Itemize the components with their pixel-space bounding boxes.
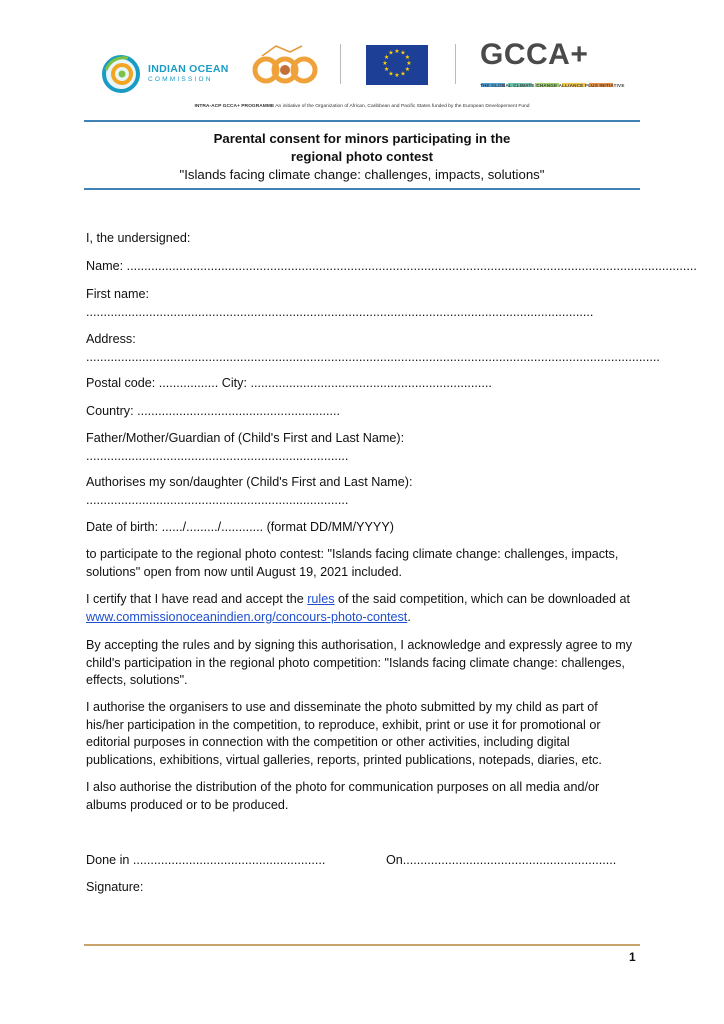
certify-text: of the said competition, which can be downloaded at	[334, 592, 630, 606]
ioc-wordmark	[148, 64, 229, 83]
organisers-paragraph: I authorise the organisers to use and disseminate the photo submitted by my child as part of his/her participation in the competition, to reproduce, exhibit, print or use it for promotional or editorial purposes in connection with the competition or other activities, including digital publications, exhibitions, virtual galleries, reports, printed publications, notepads, diaries, etc.	[86, 700, 602, 767]
authorises-field: ...........................................................................	[86, 493, 349, 507]
acp-emblem-icon	[252, 42, 318, 90]
ioc-name-line1: INDIAN OCEAN	[148, 63, 229, 75]
svg-text:★: ★	[400, 49, 406, 57]
svg-text:★: ★	[400, 70, 406, 78]
svg-text:★: ★	[388, 70, 394, 78]
done-in-field: Done in .......................................................	[86, 853, 326, 867]
guardian-field: ...........................................................................	[86, 449, 349, 463]
gcca-subtitle: THE GLOBAL CLIMATE CHANGE ALLIANCE PLUS INITIATIVE	[480, 83, 625, 88]
title-line-1: Parental consent for minors participating in the	[213, 131, 511, 146]
title-rule-bottom	[84, 188, 640, 190]
certify-text: I certify that I have read and accept the	[86, 592, 308, 606]
svg-text:★: ★	[404, 66, 411, 73]
svg-text:★: ★	[406, 60, 412, 67]
ioc-emblem-icon	[100, 52, 146, 94]
contest-url-link[interactable]: www.commissionoceanindien.org/concours-photo-contest	[86, 609, 408, 624]
address-label: Address:	[86, 332, 136, 346]
eu-flag	[366, 45, 428, 85]
footer-rule	[84, 944, 640, 946]
intro-text: I, the undersigned:	[86, 231, 191, 245]
svg-text:★: ★	[382, 60, 388, 67]
svg-text:★: ★	[383, 66, 390, 73]
signature-label: Signature:	[86, 880, 144, 894]
title-line-2: regional photo contest	[290, 149, 434, 164]
title-line-3: "Islands facing climate change: challenges, impacts, solutions"	[179, 167, 545, 182]
acceptance-paragraph: By accepting the rules and by signing this authorisation, I acknowledge and expressly agree to my child's participation in the regional photo competition: "Islands facing climate change: challenges, effects, solutions".	[86, 638, 633, 687]
svg-text:★: ★	[388, 49, 394, 57]
gcca-color-bars	[481, 74, 613, 78]
first-name-label: First name:	[86, 287, 149, 301]
programme-description: An initiative of the Organization of African, Caribbean and Pacific States funded by the European Developement Fund	[274, 104, 530, 109]
svg-text:★: ★	[394, 72, 400, 79]
header-separator	[340, 44, 341, 84]
date-of-birth-field: Date of birth: ....../........./............ (format DD/MM/YYYY)	[86, 520, 394, 534]
distribution-paragraph: I also authorise the distribution of the photo for communication purposes on all media and/or albums produced or to be produced.	[86, 780, 600, 812]
programme-name: INTRA-ACP GCCA+ PROGRAMME	[194, 104, 275, 109]
acp-logo	[252, 42, 318, 90]
certify-text: .	[407, 609, 411, 624]
participate-paragraph: to participate to the regional photo contest: "Islands facing climate change: challenges, impacts, solutions" open from now until August 19, 2021 included.	[86, 547, 619, 579]
title-rule-top	[84, 120, 640, 122]
svg-text:★: ★	[383, 54, 390, 61]
ioc-name-line2: COMMISSION	[148, 75, 213, 83]
date-on-field: On.............................................................	[386, 853, 617, 867]
guardian-label: Father/Mother/Guardian of (Child's First and Last Name):	[86, 431, 405, 445]
name-field: Name: ...................................................................................................................................................................	[86, 259, 697, 273]
svg-text:★: ★	[394, 48, 400, 55]
country-field: Country: ..........................................................	[86, 404, 341, 418]
certify-paragraph	[86, 591, 638, 626]
rules-link[interactable]: rules	[307, 592, 335, 606]
document-title	[84, 130, 640, 184]
eu-flag-icon	[366, 45, 428, 85]
svg-text:★: ★	[404, 54, 411, 61]
authorises-label: Authorises my son/daughter (Child's First and Last Name):	[86, 475, 413, 489]
gcca-logo-title: GCCA+	[480, 38, 589, 71]
postal-city-field: Postal code: ................. City: .....................................................................	[86, 376, 492, 390]
address-field: ....................................................................................................................................................................	[86, 350, 660, 364]
header-separator	[455, 44, 456, 84]
first-name-field: .................................................................................................................................................	[86, 305, 594, 319]
programme-line	[0, 104, 724, 109]
page-number: 1	[629, 950, 636, 964]
